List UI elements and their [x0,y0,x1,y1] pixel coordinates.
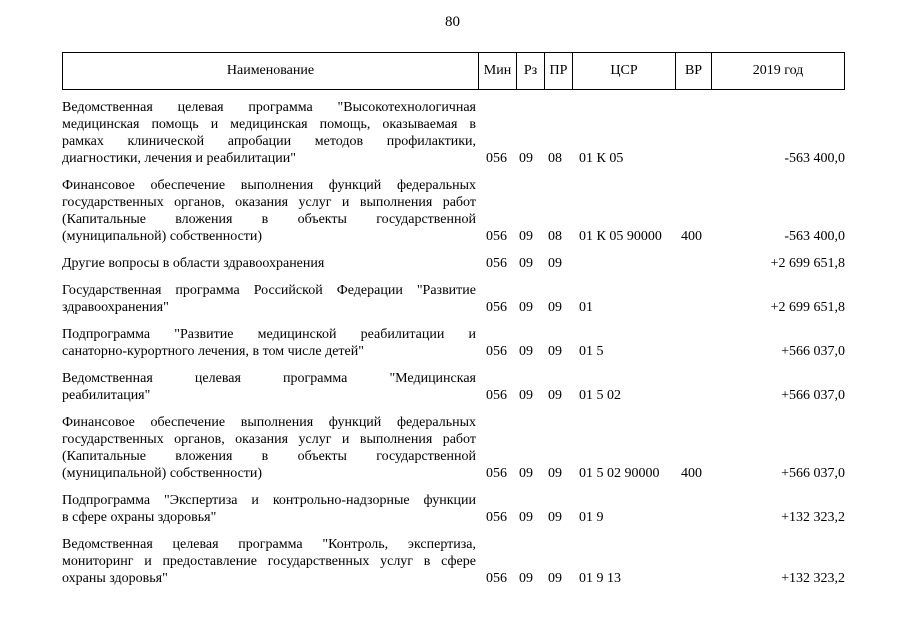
row-name-line: здравоохранения" [62,300,169,315]
row-name-line: Финансовое обеспечение выполнения функций федеральных [62,415,476,430]
row-rz: 09 [519,151,533,166]
row-name [62,282,476,316]
row-name [62,370,476,404]
row-min: 056 [486,466,507,481]
row-csr: 01 [579,300,593,315]
row-name-line: Ведомственная целевая программа "Медицинская [62,371,476,386]
row-pr: 08 [548,151,562,166]
table-row [62,326,845,360]
row-name [62,255,476,272]
row-name-line: в сфере охраны здоровья" [62,510,217,525]
header-year: 2019 год [752,63,804,78]
row-min: 056 [486,388,507,403]
row-sum: -563 400,0 [784,229,845,244]
row-csr: 01 5 02 [579,388,621,403]
row-sum: +2 699 651,8 [770,300,845,315]
row-name [62,326,476,360]
row-name-line: (Капитальные вложения в объекты государственной [62,212,476,227]
row-sum: +2 699 651,8 [770,256,845,271]
row-pr: 09 [548,300,562,315]
row-name [62,177,476,245]
row-sum: +566 037,0 [781,344,845,359]
row-name-line: рамках клинической апробации методов профилактики, [62,134,476,149]
row-name [62,536,476,587]
header-rz: Рз [517,53,545,89]
row-min: 056 [486,256,507,271]
row-pr: 09 [548,510,562,525]
row-name-line: Государственная программа Российской Федерации "Развитие [62,283,476,298]
row-name [62,492,476,526]
row-csr: 01 К 05 90000 [579,229,662,244]
row-pr: 09 [548,388,562,403]
row-pr: 09 [548,256,562,271]
row-name [62,99,476,167]
row-name-line: санаторно-курортного лечения, в том числе детей" [62,344,364,359]
row-csr: 01 К 05 [579,151,624,166]
row-rz: 09 [519,466,533,481]
row-min: 056 [486,510,507,525]
row-name-line: Финансовое обеспечение выполнения функций федеральных [62,178,476,193]
row-name-line: Подпрограмма "Развитие медицинской реабилитации и [62,327,476,342]
row-name-line: Ведомственная целевая программа "Контроль, экспертиза, [62,537,476,552]
header-name: Наименование [63,53,479,89]
header-vr: ВР [676,53,712,89]
header-min: Мин [479,53,517,89]
table-row [62,255,845,272]
row-pr: 09 [548,344,562,359]
row-name-line: (Капитальные вложения в объекты государственной [62,449,476,464]
table-row [62,492,845,526]
row-name-line: реабилитация" [62,388,151,403]
row-min: 056 [486,344,507,359]
row-name-line: мониторинг и предоставление государственных услуг в сфере [62,554,476,569]
row-name-line: (муниципальной) собственности) [62,466,263,481]
table-row [62,177,845,245]
row-name-line: Ведомственная целевая программа "Высокотехнологичная [62,100,476,115]
row-min: 056 [486,151,507,166]
row-name-line: медицинская помощь и медицинская помощь, оказываемая в [62,117,476,132]
row-pr: 09 [548,466,562,481]
row-sum: +132 323,2 [781,571,845,586]
row-csr: 01 9 13 [579,571,621,586]
row-name [62,414,476,482]
row-sum: -563 400,0 [784,151,845,166]
row-csr: 01 5 [579,344,604,359]
row-min: 056 [486,229,507,244]
table-row [62,99,845,167]
row-rz: 09 [519,344,533,359]
row-name-line: государственных органов, оказания услуг и выполнения работ [62,432,476,447]
row-name-line: охраны здоровья" [62,571,168,586]
row-sum: +566 037,0 [781,388,845,403]
row-vr: 400 [681,466,702,481]
row-csr: 01 5 02 90000 [579,466,660,481]
header-csr: ЦСР [573,53,676,89]
row-rz: 09 [519,256,533,271]
row-sum: +566 037,0 [781,466,845,481]
row-name-line: (муниципальной) собственности) [62,229,263,244]
table-row [62,282,845,316]
row-min: 056 [486,571,507,586]
table-body [62,99,845,597]
table-header [62,52,845,90]
row-pr: 08 [548,229,562,244]
row-name-line: диагностики, лечения и реабилитации" [62,151,296,166]
row-rz: 09 [519,571,533,586]
row-pr: 09 [548,571,562,586]
page-number: 80 [445,14,460,30]
row-vr: 400 [681,229,702,244]
row-csr: 01 9 [579,510,604,525]
row-rz: 09 [519,388,533,403]
row-name-line: государственных органов, оказания услуг и выполнения работ [62,195,476,210]
header-pr: ПР [545,53,573,89]
row-sum: +132 323,2 [781,510,845,525]
row-rz: 09 [519,300,533,315]
table-row [62,414,845,482]
row-rz: 09 [519,229,533,244]
row-name-line: Подпрограмма "Экспертиза и контрольно-надзорные функции [62,493,476,508]
table-row [62,370,845,404]
table-row [62,536,845,587]
row-rz: 09 [519,510,533,525]
row-name-line: Другие вопросы в области здравоохранения [62,256,325,271]
row-min: 056 [486,300,507,315]
